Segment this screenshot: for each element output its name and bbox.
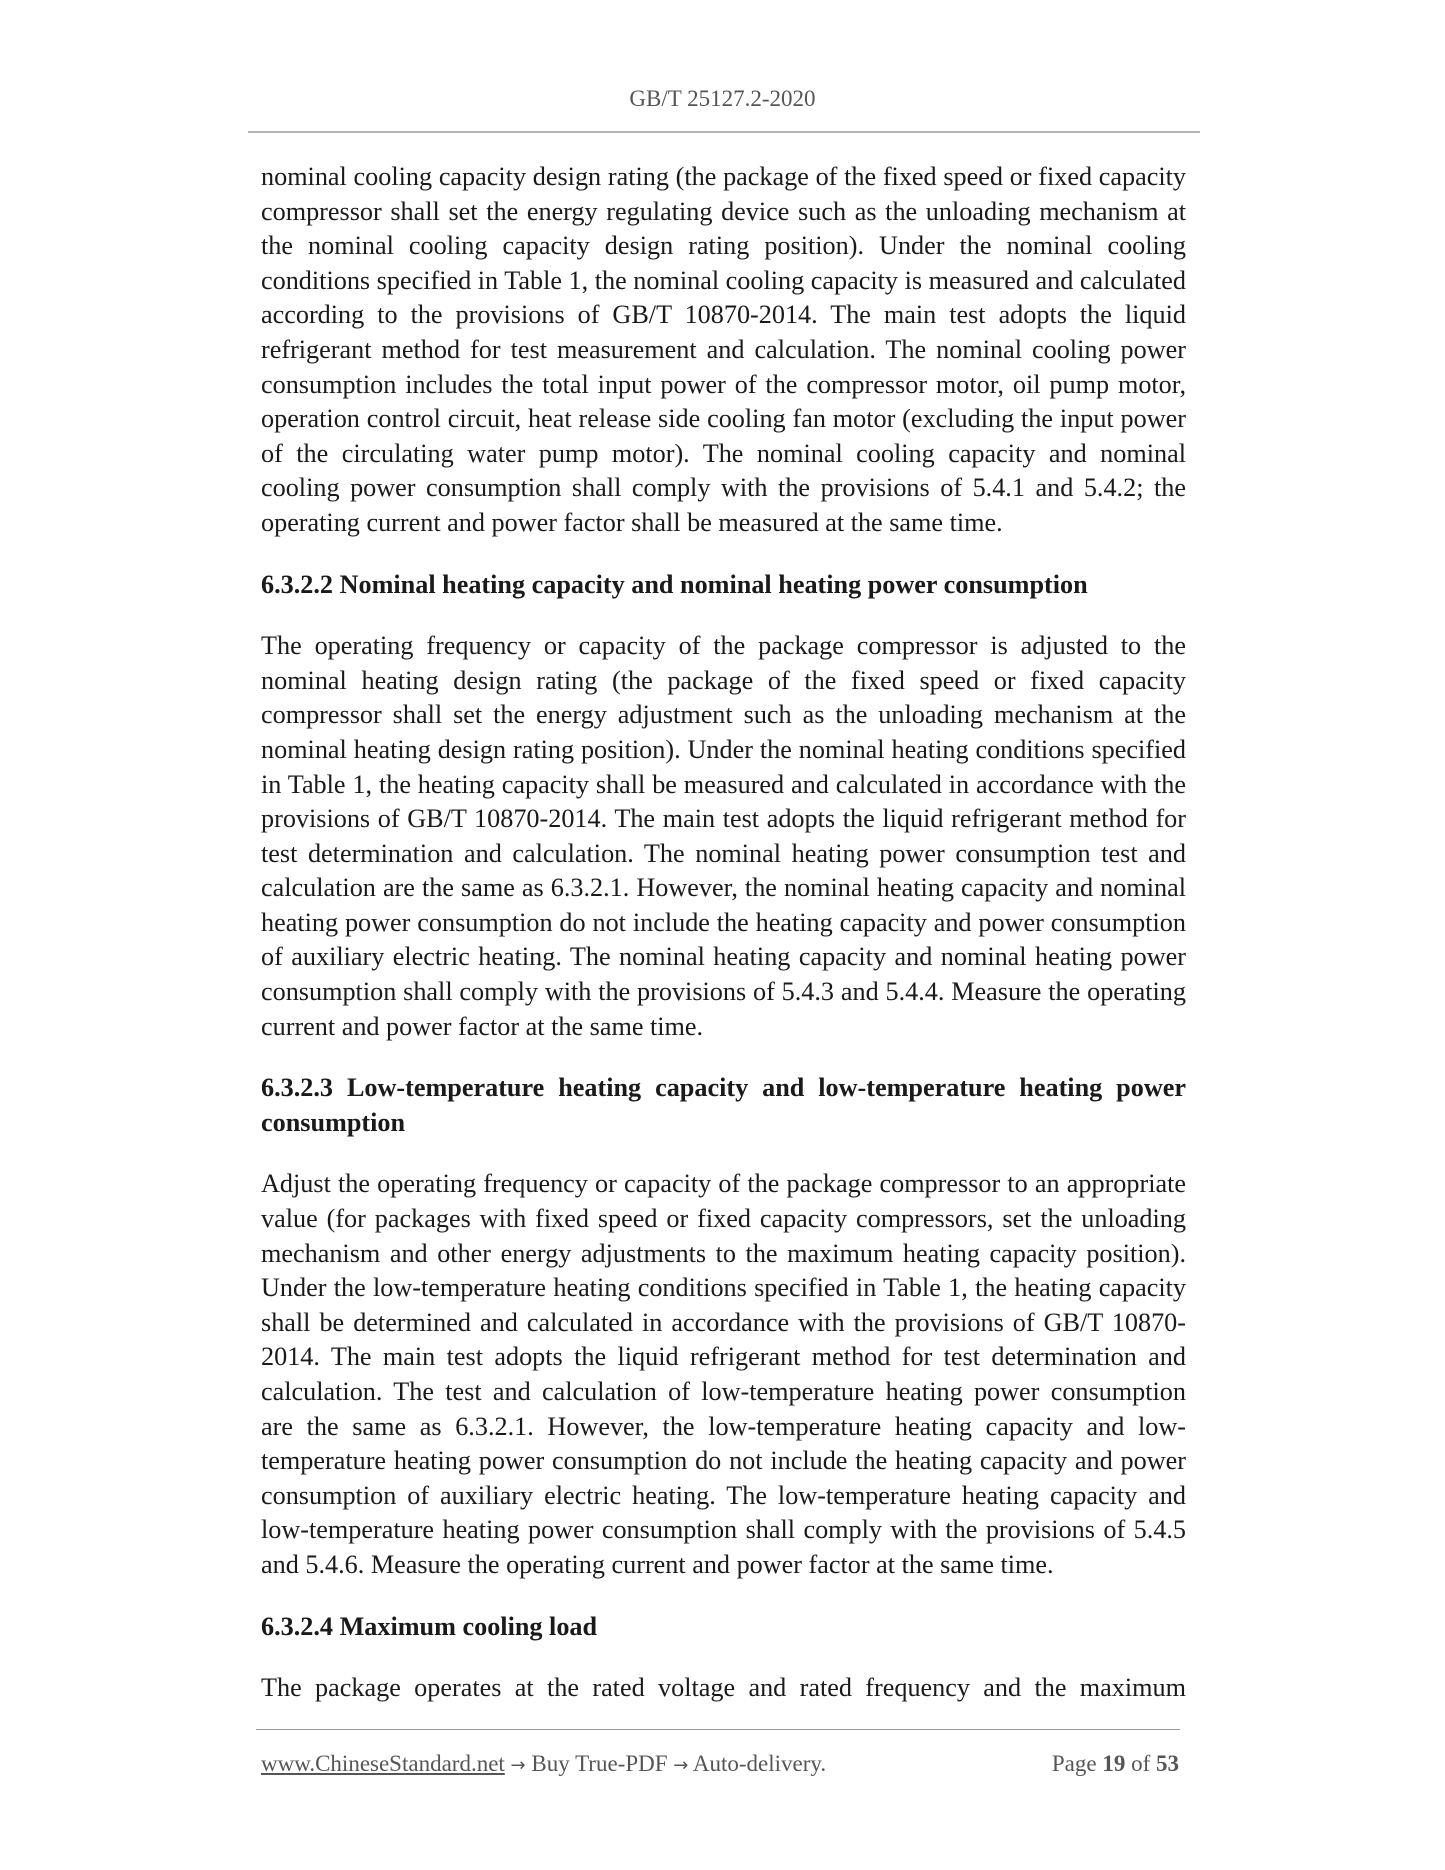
text-line: calculation are the same as 6.3.2.1. However, the nominal heating capacity and nominal: [261, 873, 1186, 903]
text-line: conditions specified in Table 1, the nominal cooling capacity is measured and calculated: [261, 265, 1186, 295]
text-line: operation control circuit, heat release side cooling fan motor (excluding the input power: [261, 404, 1186, 434]
text-line: mechanism and other energy adjustments to the maximum heating capacity position).: [261, 1238, 1186, 1268]
text-line: value (for packages with fixed speed or fixed capacity compressors, set the unloading: [261, 1204, 1186, 1234]
text-line: consumption shall comply with the provisions of 5.4.3 and 5.4.4. Measure the operating: [261, 977, 1186, 1007]
text-line: cooling power consumption shall comply with the provisions of 5.4.1 and 5.4.2; the: [261, 473, 1186, 503]
page-number: [1052, 1751, 1179, 1777]
text-line: current and power factor at the same time.: [261, 1011, 704, 1041]
buy-text: Buy True-PDF: [531, 1751, 668, 1776]
text-line: temperature heating power consumption do not include the heating capacity and power: [261, 1446, 1186, 1476]
text-line: of the circulating water pump motor). The nominal cooling capacity and nominal: [261, 438, 1186, 468]
paragraph: [261, 1167, 1186, 1582]
heading-line: 6.3.2.2 Nominal heating capacity and nominal heating power consumption: [261, 569, 1088, 599]
text-line: the nominal cooling capacity design rating position). Under the nominal cooling: [261, 231, 1186, 261]
footer-promo: [261, 1751, 826, 1777]
text-line: operating current and power factor shall be measured at the same time.: [261, 507, 1003, 537]
heading-line: 6.3.2.3 Low-temperature heating capacity and low-temperature heating power: [261, 1073, 1186, 1103]
header-divider: [248, 131, 1200, 133]
text-line: nominal heating design rating position). Under the nominal heating conditions specified: [261, 734, 1186, 764]
document-code: GB/T 25127.2-2020: [629, 86, 816, 111]
section-heading: [261, 568, 1186, 603]
text-line: Adjust the operating frequency or capacity of the package compressor to an appropriate: [261, 1169, 1186, 1199]
text-line: heating power consumption do not include the heating capacity and power consumption: [261, 907, 1186, 937]
arrow-right-icon: →: [510, 1755, 526, 1776]
page-total: 53: [1156, 1751, 1179, 1776]
text-line: in Table 1, the heating capacity shall be measured and calculated in accordance with the: [261, 769, 1186, 799]
text-line: shall be determined and calculated in accordance with the provisions of GB/T 10870-: [261, 1307, 1186, 1337]
text-line: refrigerant method for test measurement and calculation. The nominal cooling power: [261, 334, 1186, 364]
text-line: compressor shall set the energy adjustment such as the unloading mechanism at the: [261, 700, 1186, 730]
page-current: 19: [1102, 1751, 1126, 1776]
footer-divider: [256, 1729, 1180, 1730]
page-label: Page: [1051, 1751, 1097, 1776]
text-line: are the same as 6.3.2.1. However, the low-temperature heating capacity and low-: [261, 1411, 1186, 1441]
section-heading: [261, 1071, 1186, 1140]
paragraph: [261, 629, 1186, 1044]
text-line: nominal cooling capacity design rating (the package of the fixed speed or fixed capacity: [261, 162, 1186, 191]
text-line: nominal heating design rating (the package of the fixed speed or fixed capacity: [261, 665, 1186, 695]
text-line: low-temperature heating power consumption shall comply with the provisions of 5.4.5: [261, 1515, 1186, 1545]
text-line: provisions of GB/T 10870-2014. The main test adopts the liquid refrigerant method for: [261, 804, 1186, 834]
text-line: test determination and calculation. The nominal heating power consumption test and: [261, 838, 1186, 868]
document-body: [261, 160, 1186, 1733]
paragraph: [261, 1671, 1186, 1706]
text-line: The operating frequency or capacity of the package compressor is adjusted to the: [261, 631, 1186, 661]
text-line: of auxiliary electric heating. The nominal heating capacity and nominal heating power: [261, 942, 1186, 972]
text-line: The package operates at the rated voltage and rated frequency and the maximum: [261, 1673, 1186, 1703]
arrow-right-icon: →: [673, 1755, 689, 1776]
text-line: Under the low-temperature heating conditions specified in Table 1, the heating capacity: [261, 1273, 1186, 1303]
website-link[interactable]: www.ChineseStandard.net: [261, 1751, 505, 1776]
text-line: according to the provisions of GB/T 10870-2014. The main test adopts the liquid: [261, 300, 1186, 330]
text-line: and 5.4.6. Measure the operating current and power factor at the same time.: [261, 1549, 1054, 1579]
heading-line: consumption: [261, 1107, 406, 1137]
text-line: consumption of auxiliary electric heating. The low-temperature heating capacity and: [261, 1480, 1186, 1510]
heading-line: 6.3.2.4 Maximum cooling load: [261, 1611, 598, 1641]
text-line: 2014. The main test adopts the liquid refrigerant method for test determination and: [261, 1342, 1186, 1372]
text-line: calculation. The test and calculation of low-temperature heating power consumption: [261, 1377, 1186, 1406]
paragraph: [261, 160, 1186, 541]
section-heading: [261, 1610, 1186, 1645]
page-of: of: [1131, 1751, 1151, 1776]
text-line: compressor shall set the energy regulating device such as the unloading mechanism at: [261, 196, 1186, 226]
delivery-text: Auto-delivery.: [692, 1751, 827, 1776]
text-line: consumption includes the total input power of the compressor motor, oil pump motor,: [261, 369, 1186, 399]
